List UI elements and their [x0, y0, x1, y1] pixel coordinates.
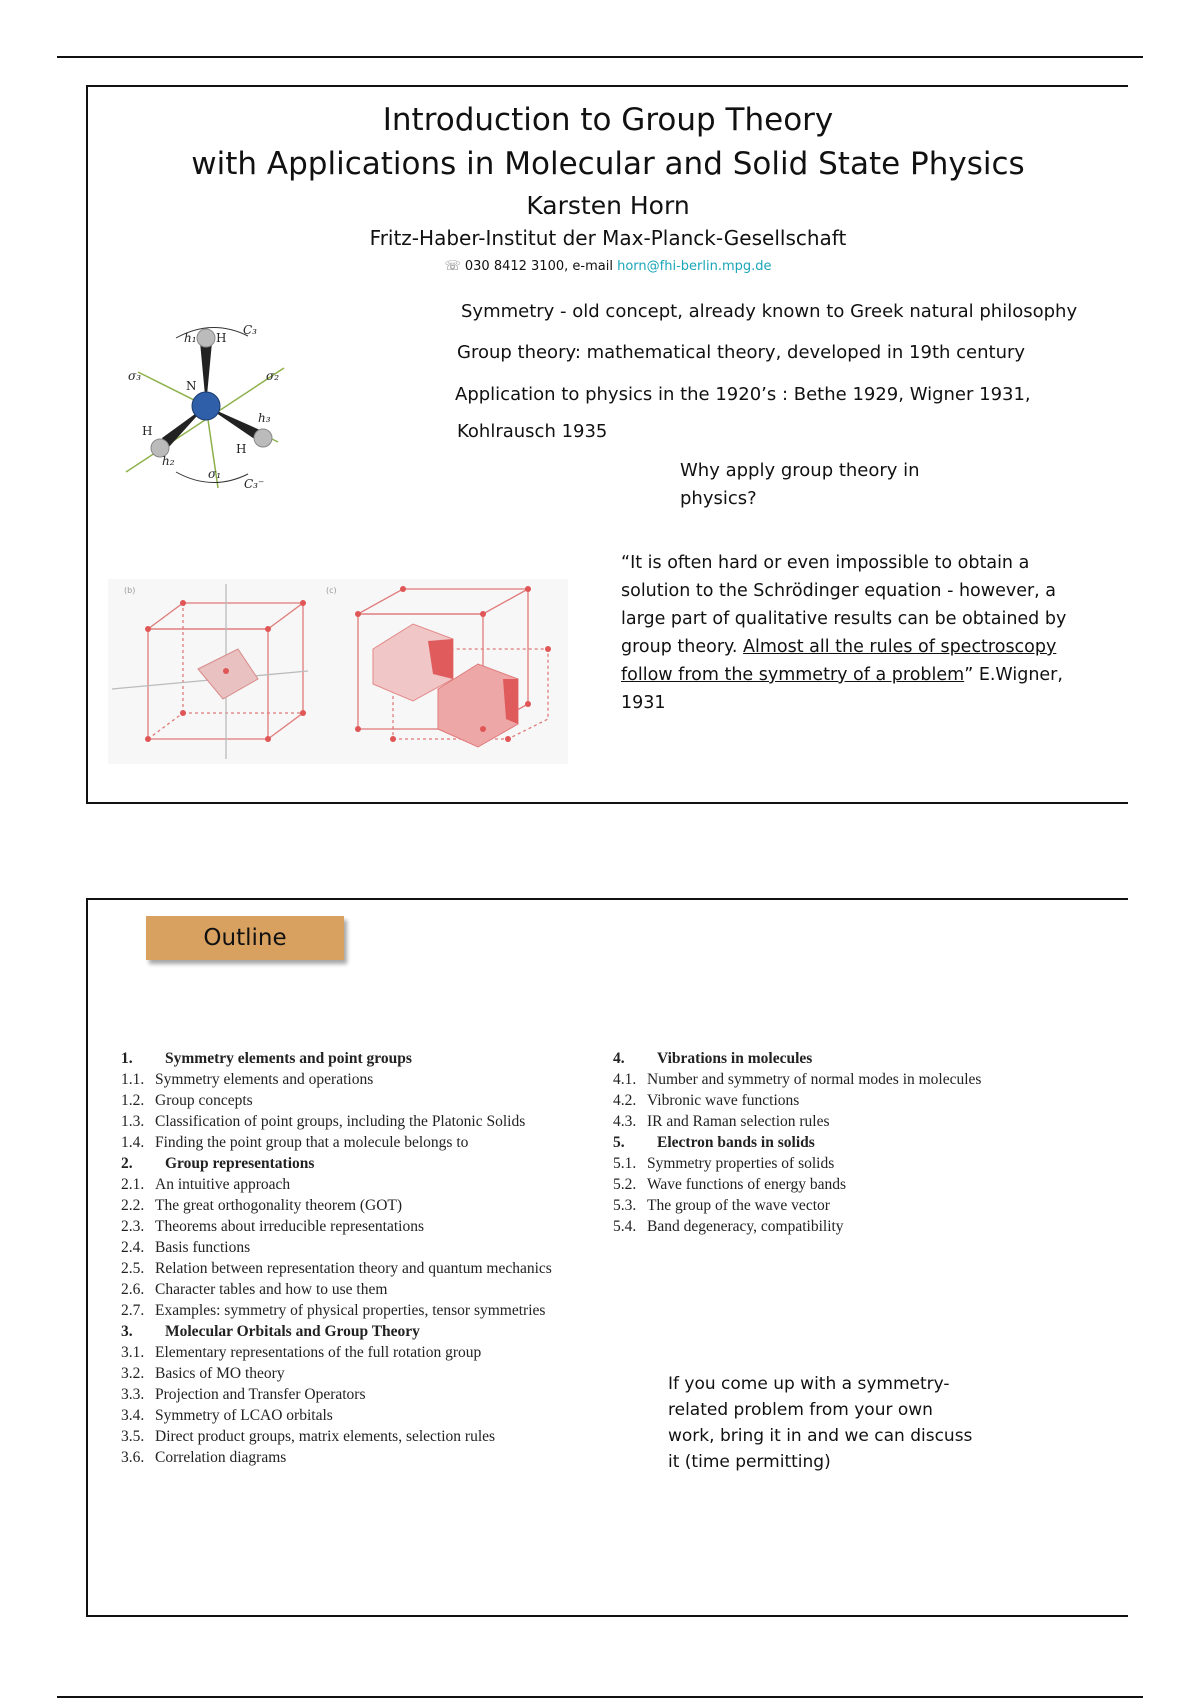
- toc-number: 3.1.: [121, 1344, 145, 1361]
- toc-item: [121, 1237, 552, 1258]
- label-c3-inverse: C₃⁻: [244, 477, 265, 490]
- toc-text: Wave functions of energy bands: [647, 1176, 847, 1193]
- slide-title: [86, 85, 1128, 804]
- toc-item: [121, 1174, 552, 1195]
- top-rule: [57, 56, 1143, 58]
- toc-number: 4.: [613, 1050, 625, 1067]
- toc-text: Symmetry elements and point groups: [165, 1050, 412, 1067]
- toc-item: [121, 1384, 552, 1405]
- quote-line1: “It is often hard or even impossible to obtain a: [621, 553, 1030, 573]
- toc-number: 3.4.: [121, 1407, 145, 1424]
- toc-item: [121, 1405, 552, 1426]
- toc-text: Projection and Transfer Operators: [155, 1386, 366, 1403]
- note-line4: it (time permitting): [668, 1452, 831, 1472]
- label-b: (b): [124, 586, 136, 595]
- toc-text: Direct product groups, matrix elements, selection rules: [155, 1428, 496, 1445]
- toc-text: Classification of point groups, including the Platonic Solids: [155, 1113, 526, 1130]
- toc-item: [121, 1090, 552, 1111]
- toc-text: Correlation diagrams: [155, 1449, 287, 1466]
- note-line2: related problem from your own: [668, 1400, 933, 1420]
- toc-item: [121, 1300, 552, 1321]
- toc-right-column: [613, 1048, 981, 1237]
- quote-line2: solution to the Schrödinger equation - however, a: [621, 581, 1057, 601]
- contact-email-label: e-mail: [572, 259, 613, 274]
- bullet-symmetry: Symmetry - old concept, already known to Greek natural philosophy: [461, 301, 1078, 322]
- quote-emphasis-2: follow from the symmetry of a problem: [621, 665, 965, 685]
- toc-text: Vibronic wave functions: [647, 1092, 800, 1109]
- toc-text: Basics of MO theory: [155, 1365, 285, 1382]
- toc-number: 5.3.: [613, 1197, 637, 1214]
- toc-item: [613, 1216, 981, 1237]
- quote-emphasis: Almost all the rules of spectroscopy: [743, 637, 1057, 657]
- toc-number: 2.4.: [121, 1239, 145, 1256]
- toc-section-heading: [121, 1048, 552, 1069]
- toc-number: 5.1.: [613, 1155, 637, 1172]
- label-sigma1: σ₁: [208, 467, 222, 481]
- why-question: [680, 457, 920, 513]
- toc-number: 5.: [613, 1134, 625, 1151]
- toc-number: 1.3.: [121, 1113, 145, 1130]
- toc-text: IR and Raman selection rules: [647, 1113, 830, 1130]
- toc-section-heading: [613, 1132, 981, 1153]
- toc-item: [121, 1447, 552, 1468]
- slide-outline: [86, 898, 1128, 1617]
- quote-line6: 1931: [621, 693, 666, 713]
- toc-text: Symmetry of LCAO orbitals: [155, 1407, 333, 1424]
- toc-text: Group representations: [165, 1155, 315, 1172]
- toc-number: 1.4.: [121, 1134, 145, 1151]
- toc-number: 1.1.: [121, 1071, 145, 1088]
- ammonia-molecule-figure: [118, 310, 308, 490]
- toc-number: 4.2.: [613, 1092, 637, 1109]
- toc-item: [121, 1111, 552, 1132]
- why-line2: physics?: [680, 488, 757, 509]
- toc-item: [613, 1195, 981, 1216]
- toc-number: 2.7.: [121, 1302, 145, 1319]
- toc-text: Molecular Orbitals and Group Theory: [165, 1323, 420, 1340]
- bullet-kohlrausch: Kohlrausch 1935: [457, 421, 608, 442]
- toc-number: 3.5.: [121, 1428, 145, 1445]
- contact-email-link[interactable]: horn@fhi-berlin.mpg.de: [617, 259, 772, 274]
- toc-item: [613, 1111, 981, 1132]
- phone-icon: ☏: [444, 259, 461, 274]
- toc-item: [613, 1153, 981, 1174]
- toc-text: Number and symmetry of normal modes in molecules: [647, 1071, 982, 1088]
- toc-item: [613, 1069, 981, 1090]
- label-sigma2: σ₂: [266, 369, 280, 383]
- toc-text: Elementary representations of the full rotation group: [155, 1344, 482, 1361]
- label-h2: h₂: [162, 454, 175, 468]
- toc-text: Symmetry elements and operations: [155, 1071, 374, 1088]
- toc-text: The great orthogonality theorem (GOT): [155, 1197, 403, 1214]
- bullet-group-theory: Group theory: mathematical theory, developed in 19th century: [457, 342, 1026, 363]
- toc-number: 4.1.: [613, 1071, 637, 1088]
- toc-number: 4.3.: [613, 1113, 637, 1130]
- brillouin-zone-figure: [108, 579, 568, 764]
- toc-item: [613, 1090, 981, 1111]
- toc-number: 5.4.: [613, 1218, 637, 1235]
- toc-number: 3.: [121, 1323, 133, 1340]
- toc-text: Basis functions: [155, 1239, 251, 1256]
- quote-line4: group theory. Almost all the rules of spectroscopy: [621, 637, 1057, 657]
- toc-section-heading: [613, 1048, 981, 1069]
- toc-number: 2.5.: [121, 1260, 145, 1277]
- toc-text: Relation between representation theory and quantum mechanics: [155, 1260, 552, 1277]
- toc-left-column: [121, 1048, 552, 1468]
- toc-item: [121, 1426, 552, 1447]
- discussion-note: [668, 1371, 972, 1475]
- toc-number: 3.3.: [121, 1386, 145, 1403]
- toc-text: Finding the point group that a molecule belongs to: [155, 1134, 469, 1151]
- outline-badge: Outline: [146, 916, 344, 960]
- toc-text: Electron bands in solids: [657, 1134, 815, 1151]
- toc-text: An intuitive approach: [155, 1176, 291, 1193]
- toc-number: 2.3.: [121, 1218, 145, 1235]
- toc-number: 2.1.: [121, 1176, 145, 1193]
- label-h-top: H: [216, 331, 227, 345]
- bullet-application: Application to physics in the 1920’s : Bethe 1929, Wigner 1931,: [455, 384, 1031, 405]
- quote-line3: large part of qualitative results can be obtained by: [621, 609, 1067, 629]
- toc-section-heading: [121, 1321, 552, 1342]
- toc-text: Band degeneracy, compatibility: [647, 1218, 844, 1235]
- quote-line5: follow from the symmetry of a problem” E.Wigner,: [621, 665, 1063, 685]
- slide-title-line1: Introduction to Group Theory: [382, 102, 834, 138]
- label-n: N: [186, 379, 197, 393]
- toc-text: Examples: symmetry of physical properties, tensor symmetries: [155, 1302, 546, 1319]
- toc-number: 5.2.: [613, 1176, 637, 1193]
- label-sigma3: σ₃: [128, 369, 142, 383]
- contact-line: [88, 259, 1128, 274]
- toc-item: [121, 1279, 552, 1300]
- toc-number: 1.2.: [121, 1092, 145, 1109]
- label-c3: C₃: [243, 323, 257, 337]
- toc-number: 3.6.: [121, 1449, 145, 1466]
- toc-number: 3.2.: [121, 1365, 145, 1382]
- toc-number: 1.: [121, 1050, 133, 1067]
- toc-number: 2.: [121, 1155, 133, 1172]
- contact-phone: 030 8412 3100,: [464, 259, 569, 274]
- toc-item: [121, 1069, 552, 1090]
- toc-item: [121, 1342, 552, 1363]
- toc-text: The group of the wave vector: [647, 1197, 830, 1214]
- label-h1: h₁: [184, 331, 197, 345]
- wigner-quote: [621, 549, 1111, 717]
- why-line1: Why apply group theory in: [680, 460, 920, 481]
- toc-item: [121, 1195, 552, 1216]
- toc-item: [121, 1216, 552, 1237]
- institution: Fritz-Haber-Institut der Max-Planck-Gesellschaft: [369, 226, 847, 250]
- toc-text: Symmetry properties of solids: [647, 1155, 835, 1172]
- bottom-rule: [57, 1696, 1143, 1698]
- label-h-right: H: [236, 442, 247, 456]
- slide-title-line2: with Applications in Molecular and Solid State Physics: [191, 146, 1025, 182]
- toc-number: 2.2.: [121, 1197, 145, 1214]
- toc-item: [121, 1258, 552, 1279]
- toc-text: Character tables and how to use them: [155, 1281, 388, 1298]
- toc-item: [121, 1132, 552, 1153]
- label-h-left: H: [142, 424, 153, 438]
- toc-text: Vibrations in molecules: [657, 1050, 813, 1067]
- toc-item: [121, 1363, 552, 1384]
- author: Karsten Horn: [526, 191, 690, 220]
- toc-text: Theorems about irreducible representations: [155, 1218, 424, 1235]
- toc-text: Group concepts: [155, 1092, 253, 1109]
- note-line3: work, bring it in and we can discuss: [668, 1426, 973, 1446]
- toc-section-heading: [121, 1153, 552, 1174]
- toc-item: [613, 1174, 981, 1195]
- label-c: (c): [326, 586, 337, 595]
- label-h3: h₃: [258, 411, 271, 425]
- note-line1: If you come up with a symmetry-: [668, 1374, 950, 1394]
- toc-number: 2.6.: [121, 1281, 145, 1298]
